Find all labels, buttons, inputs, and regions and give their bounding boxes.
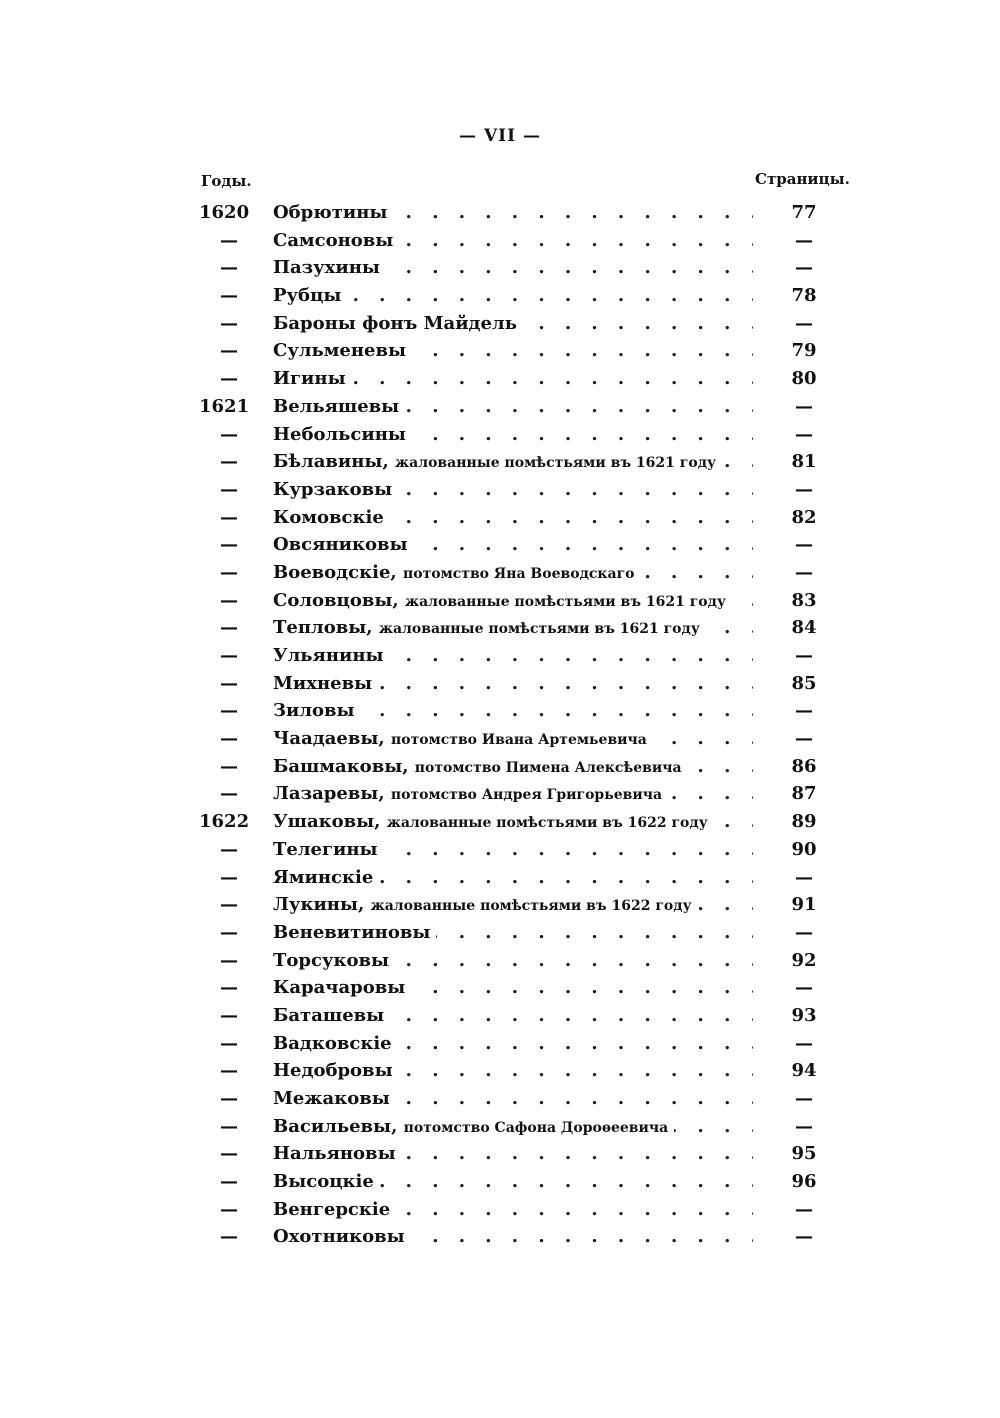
toc-year: — bbox=[220, 617, 238, 639]
toc-year: — bbox=[220, 423, 238, 445]
toc-page-ref: 83 bbox=[791, 589, 817, 611]
toc-entry bbox=[195, 1196, 835, 1224]
toc-year: — bbox=[220, 285, 238, 307]
toc-entry bbox=[195, 670, 835, 698]
family-name: Чаадаевы, bbox=[273, 728, 385, 750]
family-name: Вельяшевы bbox=[273, 395, 400, 417]
toc-title bbox=[273, 587, 753, 617]
family-name: Вадковскіе bbox=[273, 1032, 392, 1054]
family-note: жалованные помѣстьями въ 1622 году bbox=[386, 815, 708, 832]
toc-entry bbox=[195, 310, 835, 338]
toc-title bbox=[273, 1057, 753, 1085]
toc-entry bbox=[195, 974, 835, 1002]
toc-title bbox=[273, 337, 753, 365]
family-name: Венгерскіе bbox=[273, 1198, 391, 1220]
toc-entry bbox=[195, 1113, 835, 1141]
family-name-wrapper bbox=[273, 1088, 396, 1109]
toc-entry bbox=[195, 337, 835, 365]
toc-year: — bbox=[220, 1198, 238, 1220]
toc-title bbox=[273, 1140, 753, 1168]
toc-title bbox=[273, 725, 753, 755]
toc-title bbox=[273, 448, 753, 478]
toc-title bbox=[273, 476, 753, 504]
family-name-wrapper bbox=[273, 1116, 674, 1137]
family-note: жалованные помѣстьями въ 1621 году bbox=[395, 455, 716, 472]
toc-page-ref: 77 bbox=[791, 202, 817, 223]
toc-title bbox=[273, 808, 753, 838]
toc-year: — bbox=[220, 1226, 238, 1248]
family-name: Бароны фонъ Майдель bbox=[273, 312, 517, 334]
family-name-wrapper bbox=[273, 867, 379, 888]
toc-page-ref: 89 bbox=[791, 811, 817, 833]
family-name: Комовскіе bbox=[273, 506, 384, 528]
toc-page-ref: 80 bbox=[791, 368, 817, 390]
toc-year: — bbox=[220, 1143, 238, 1165]
page-number: — VII — bbox=[459, 126, 541, 146]
family-name-wrapper bbox=[273, 977, 411, 998]
family-name-wrapper bbox=[273, 285, 347, 306]
toc-title bbox=[273, 642, 753, 670]
family-name: Охотниковы bbox=[273, 1226, 405, 1248]
toc-page-ref: — bbox=[795, 1198, 813, 1220]
toc-year: — bbox=[220, 229, 238, 251]
toc-title bbox=[273, 1196, 753, 1224]
family-name: Овсяниковы bbox=[273, 534, 408, 556]
toc-page-ref: — bbox=[795, 312, 813, 334]
family-name: Сульменевы bbox=[273, 340, 407, 362]
toc-title bbox=[273, 780, 753, 810]
family-name-wrapper bbox=[273, 396, 405, 417]
toc-year: — bbox=[220, 589, 238, 611]
toc-year: — bbox=[220, 1115, 238, 1137]
toc-page-ref: — bbox=[795, 478, 813, 500]
toc-title bbox=[273, 1085, 753, 1113]
family-name: Бѣлавины, bbox=[273, 451, 389, 473]
toc-page-ref: 82 bbox=[791, 506, 817, 528]
toc-year: — bbox=[220, 783, 238, 805]
family-name: Межаковы bbox=[273, 1088, 390, 1109]
toc-entry bbox=[195, 199, 835, 227]
toc-title bbox=[273, 365, 753, 393]
toc-title bbox=[273, 421, 753, 449]
toc-page-ref: — bbox=[795, 1032, 813, 1054]
toc-page-ref: — bbox=[795, 921, 813, 943]
family-name-wrapper bbox=[273, 839, 384, 860]
family-name-wrapper bbox=[273, 451, 722, 472]
toc-entry bbox=[195, 1057, 835, 1085]
family-name-wrapper bbox=[273, 700, 361, 721]
toc-title bbox=[273, 254, 753, 282]
toc-title bbox=[273, 614, 753, 644]
toc-entry bbox=[195, 697, 835, 725]
family-name-wrapper bbox=[273, 368, 352, 389]
toc-page-ref: 87 bbox=[791, 783, 817, 805]
toc-year: — bbox=[220, 645, 238, 666]
toc-page-ref: 94 bbox=[791, 1060, 817, 1082]
toc-entry bbox=[195, 836, 835, 864]
family-name-wrapper bbox=[273, 673, 378, 694]
toc-page-ref: 84 bbox=[791, 617, 817, 639]
toc-year: — bbox=[220, 1004, 238, 1026]
toc-entry bbox=[195, 504, 835, 532]
family-name: Башмаковы, bbox=[273, 755, 409, 777]
toc-entry bbox=[195, 393, 835, 421]
toc-page-ref: 81 bbox=[791, 451, 817, 473]
table-of-contents bbox=[195, 199, 835, 1251]
toc-page-ref: — bbox=[795, 977, 813, 999]
toc-year: — bbox=[220, 1171, 238, 1193]
family-name-wrapper bbox=[273, 811, 714, 832]
toc-year: — bbox=[220, 312, 238, 334]
toc-page-ref: — bbox=[795, 1226, 813, 1248]
toc-title bbox=[273, 836, 753, 864]
family-name-wrapper bbox=[273, 202, 393, 223]
toc-title bbox=[273, 531, 753, 559]
family-name: Торсуковы bbox=[273, 949, 390, 971]
toc-page-ref: 95 bbox=[791, 1143, 817, 1165]
toc-year: — bbox=[220, 257, 238, 279]
family-note: потомство Ивана Артемьевича bbox=[390, 732, 647, 749]
toc-entry bbox=[195, 1002, 835, 1030]
toc-title bbox=[273, 891, 753, 921]
toc-title bbox=[273, 310, 753, 338]
toc-title bbox=[273, 1168, 753, 1196]
toc-entry bbox=[195, 642, 835, 670]
toc-page-ref: 91 bbox=[791, 894, 817, 916]
toc-page-ref: 93 bbox=[791, 1004, 817, 1026]
family-name-wrapper bbox=[273, 1226, 411, 1247]
toc-year: 1620 bbox=[199, 202, 250, 223]
family-name-wrapper bbox=[273, 1033, 398, 1054]
toc-page-ref: 86 bbox=[791, 755, 817, 777]
toc-entry bbox=[195, 808, 835, 836]
family-name-wrapper bbox=[273, 424, 412, 445]
toc-title bbox=[273, 1223, 753, 1251]
toc-entry bbox=[195, 227, 835, 255]
family-note: потомство Яна Воеводскаго bbox=[402, 565, 635, 582]
family-name: Лазаревы, bbox=[273, 783, 385, 805]
family-name-wrapper bbox=[273, 507, 390, 528]
family-name: Яминскіе bbox=[273, 866, 374, 888]
toc-page-ref: — bbox=[795, 645, 813, 666]
family-name: Игины bbox=[273, 368, 346, 390]
family-name: Баташевы bbox=[273, 1004, 385, 1026]
family-name-wrapper bbox=[273, 534, 414, 555]
toc-title bbox=[273, 974, 753, 1002]
toc-title bbox=[273, 1113, 753, 1143]
family-name-wrapper bbox=[273, 1199, 396, 1220]
family-note: жалованные помѣстьями въ 1621 году bbox=[378, 621, 700, 638]
toc-year: — bbox=[220, 755, 238, 777]
family-name-wrapper bbox=[273, 783, 668, 804]
toc-title bbox=[273, 864, 753, 892]
toc-year: — bbox=[220, 700, 238, 722]
toc-entry bbox=[195, 448, 835, 476]
toc-entry bbox=[195, 891, 835, 919]
family-name: Михневы bbox=[273, 672, 373, 694]
toc-year: — bbox=[220, 368, 238, 390]
family-note: потомство Сафона Дороѳеевича bbox=[403, 1119, 669, 1136]
toc-entry bbox=[195, 1140, 835, 1168]
toc-year: — bbox=[220, 340, 238, 362]
family-note: жалованные помѣстьями въ 1621 году bbox=[404, 593, 726, 610]
family-name-wrapper bbox=[273, 1060, 399, 1081]
family-name-wrapper bbox=[273, 590, 732, 611]
toc-year: — bbox=[220, 728, 238, 750]
family-name: Соловцовы, bbox=[273, 589, 399, 611]
family-name-wrapper bbox=[273, 756, 688, 777]
toc-year: — bbox=[220, 672, 238, 694]
toc-entry bbox=[195, 947, 835, 975]
family-name-wrapper bbox=[273, 1005, 390, 1026]
toc-page-ref: 92 bbox=[791, 949, 817, 971]
toc-year: — bbox=[220, 534, 238, 556]
toc-year: — bbox=[220, 1060, 238, 1082]
family-name: Веневитиновы bbox=[273, 921, 431, 943]
family-name: Ульянины bbox=[273, 645, 384, 666]
toc-year: — bbox=[220, 949, 238, 971]
toc-year: 1622 bbox=[199, 811, 250, 833]
family-name: Васильевы, bbox=[273, 1115, 398, 1137]
toc-year: — bbox=[220, 1088, 238, 1109]
toc-entry bbox=[195, 614, 835, 642]
family-name-wrapper bbox=[273, 894, 698, 915]
family-name: Зиловы bbox=[273, 700, 355, 722]
family-note: потомство Андрея Григорьевича bbox=[390, 787, 663, 804]
toc-page-ref: 78 bbox=[791, 285, 817, 307]
toc-title bbox=[273, 1002, 753, 1030]
family-name: Нальяновы bbox=[273, 1143, 396, 1165]
toc-entry bbox=[195, 531, 835, 559]
toc-year: — bbox=[220, 478, 238, 500]
toc-entry bbox=[195, 1085, 835, 1113]
toc-year: — bbox=[220, 561, 238, 583]
family-name-wrapper bbox=[273, 313, 523, 334]
toc-entry bbox=[195, 753, 835, 781]
toc-page-ref: — bbox=[795, 395, 813, 417]
toc-title bbox=[273, 947, 753, 975]
toc-year: 1621 bbox=[199, 395, 250, 417]
family-name: Карачаровы bbox=[273, 977, 406, 999]
toc-title bbox=[273, 199, 753, 227]
toc-year: — bbox=[220, 894, 238, 916]
family-name-wrapper bbox=[273, 1171, 380, 1192]
toc-year: — bbox=[220, 838, 238, 860]
family-name-wrapper bbox=[273, 617, 706, 638]
toc-title bbox=[273, 393, 753, 421]
toc-page-ref: — bbox=[795, 257, 813, 279]
toc-year: — bbox=[220, 921, 238, 943]
toc-entry bbox=[195, 365, 835, 393]
toc-year: — bbox=[220, 451, 238, 473]
family-name-wrapper bbox=[273, 479, 398, 500]
toc-title bbox=[273, 670, 753, 698]
toc-entry bbox=[195, 1168, 835, 1196]
family-name-wrapper bbox=[273, 922, 436, 943]
toc-entry bbox=[195, 725, 835, 753]
toc-page-ref: — bbox=[795, 1088, 813, 1109]
family-name-wrapper bbox=[273, 950, 395, 971]
family-name: Рубцы bbox=[273, 285, 342, 307]
toc-page-ref: — bbox=[795, 866, 813, 888]
toc-page-ref: 96 bbox=[791, 1171, 817, 1193]
family-note: жалованные помѣстьями въ 1622 году bbox=[370, 898, 692, 915]
family-name-wrapper bbox=[273, 562, 641, 583]
column-header-years: Годы. bbox=[201, 172, 252, 190]
family-name: Тепловы, bbox=[273, 617, 373, 639]
family-name: Самсоновы bbox=[273, 229, 394, 251]
toc-title bbox=[273, 504, 753, 532]
family-name-wrapper bbox=[273, 1143, 402, 1164]
toc-page-ref: 85 bbox=[791, 672, 817, 694]
toc-entry bbox=[195, 864, 835, 892]
toc-entry bbox=[195, 421, 835, 449]
toc-entry bbox=[195, 559, 835, 587]
family-name-wrapper bbox=[273, 257, 386, 278]
toc-title bbox=[273, 1030, 753, 1058]
family-name: Обрютины bbox=[273, 202, 388, 223]
column-header-pages: Страницы. bbox=[755, 170, 850, 188]
toc-year: — bbox=[220, 506, 238, 528]
family-name: Ушаковы, bbox=[273, 811, 381, 833]
family-name-wrapper bbox=[273, 728, 653, 749]
family-name: Пазухины bbox=[273, 257, 380, 279]
toc-entry bbox=[195, 919, 835, 947]
toc-page-ref: 79 bbox=[791, 340, 817, 362]
toc-title bbox=[273, 697, 753, 725]
toc-page-ref: — bbox=[795, 1115, 813, 1137]
toc-entry bbox=[195, 282, 835, 310]
family-name-wrapper bbox=[273, 230, 399, 251]
family-name: Курзаковы bbox=[273, 478, 393, 500]
toc-entry bbox=[195, 780, 835, 808]
family-name-wrapper bbox=[273, 340, 412, 361]
family-name-wrapper bbox=[273, 645, 390, 666]
toc-page-ref: — bbox=[795, 700, 813, 722]
toc-title bbox=[273, 919, 753, 947]
family-name: Лукины, bbox=[273, 894, 365, 916]
toc-entry bbox=[195, 476, 835, 504]
family-note: потомство Пимена Алексѣевича bbox=[414, 759, 682, 776]
toc-page-ref: — bbox=[795, 229, 813, 251]
toc-page-ref: — bbox=[795, 728, 813, 750]
toc-entry bbox=[195, 254, 835, 282]
toc-page-ref: — bbox=[795, 534, 813, 556]
toc-title bbox=[273, 753, 753, 783]
toc-entry bbox=[195, 587, 835, 615]
family-name: Воеводскіе, bbox=[273, 561, 397, 583]
toc-year: — bbox=[220, 977, 238, 999]
toc-entry bbox=[195, 1223, 835, 1251]
toc-title bbox=[273, 559, 753, 589]
toc-entry bbox=[195, 1030, 835, 1058]
family-name: Телегины bbox=[273, 838, 378, 860]
toc-page-ref: — bbox=[795, 561, 813, 583]
family-name: Небольсины bbox=[273, 423, 406, 445]
toc-title bbox=[273, 227, 753, 255]
toc-title bbox=[273, 282, 753, 310]
family-name: Недобровы bbox=[273, 1060, 393, 1082]
toc-year: — bbox=[220, 866, 238, 888]
toc-year: — bbox=[220, 1032, 238, 1054]
family-name: Высоцкіе bbox=[273, 1171, 374, 1193]
toc-page-ref: 90 bbox=[791, 838, 817, 860]
toc-page-ref: — bbox=[795, 423, 813, 445]
